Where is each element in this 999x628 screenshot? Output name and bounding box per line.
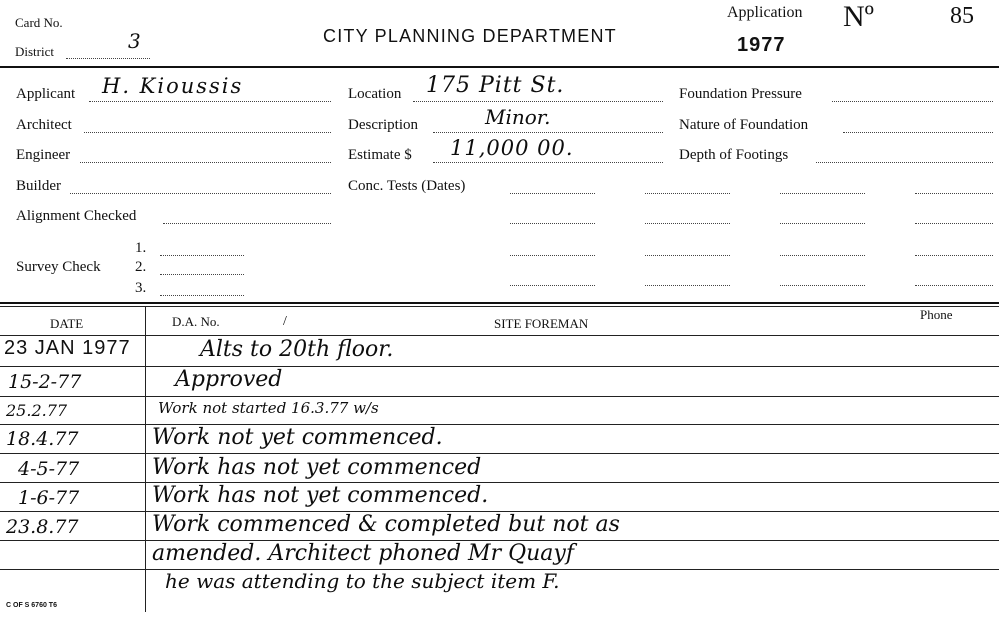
district-label: District <box>15 44 54 59</box>
log-top-rule <box>0 302 999 304</box>
log-header-rule <box>0 335 999 336</box>
builder-line <box>70 193 331 194</box>
depth-of-footings-label: Depth of Footings <box>679 147 789 163</box>
conc-test-line <box>780 223 865 224</box>
conc-test-line <box>645 193 730 194</box>
survey-item-2: 2. <box>135 259 147 275</box>
header-rule <box>0 66 999 68</box>
log-entry-text: he was attending to the subject item F. <box>165 569 560 593</box>
location-label: Location <box>348 86 402 102</box>
estimate-line <box>433 162 663 163</box>
log-row-rule <box>0 424 999 425</box>
builder-label: Builder <box>16 178 61 194</box>
foundation-pressure-line <box>832 101 993 102</box>
log-entry-date: 4-5-77 <box>18 458 80 480</box>
survey-check-label: Survey Check <box>16 259 101 275</box>
estimate-label: Estimate $ <box>348 147 412 163</box>
architect-line <box>84 132 331 133</box>
engineer-label: Engineer <box>16 147 71 163</box>
alignment-line <box>163 223 331 224</box>
conc-test-line <box>645 223 730 224</box>
conc-test-line <box>915 223 993 224</box>
da-slash: / <box>283 314 287 329</box>
log-entry-date: 23.8.77 <box>6 516 79 538</box>
applicant-value: H. Kioussis <box>102 74 244 98</box>
application-year: 1977 <box>737 34 786 56</box>
log-entry-text: Work commenced & completed but not as <box>152 512 620 537</box>
nature-of-foundation-line <box>843 132 993 133</box>
log-entry-date: 18.4.77 <box>6 428 79 450</box>
conc-test-line <box>645 255 730 256</box>
engineer-line <box>80 162 331 163</box>
depth-of-footings-line <box>816 162 993 163</box>
log-entry-text: Approved <box>175 367 283 392</box>
log-entry-date: 1-6-77 <box>18 487 80 509</box>
location-line <box>413 101 663 102</box>
log-entry-text: Alts to 20th floor. <box>200 337 394 362</box>
card-no-label: Card No. <box>15 15 63 30</box>
number-sign: Nº <box>843 0 874 33</box>
conc-test-line <box>780 285 865 286</box>
log-row-rule <box>0 366 999 367</box>
survey-item-3: 3. <box>135 280 147 296</box>
survey-line-2 <box>160 274 244 275</box>
description-label: Description <box>348 117 418 133</box>
application-label: Application <box>727 4 803 21</box>
description-line <box>433 132 663 133</box>
alignment-checked-label: Alignment Checked <box>16 208 137 224</box>
conc-test-line <box>915 193 993 194</box>
foundation-pressure-label: Foundation Pressure <box>679 86 802 102</box>
conc-test-line <box>915 255 993 256</box>
description-value: Minor. <box>485 105 551 129</box>
log-row-rule <box>0 453 999 454</box>
log-entry-date: 25.2.77 <box>6 401 68 420</box>
log-entry-text: Work not started 16.3.77 w/s <box>158 399 379 417</box>
site-foreman-column-header: SITE FOREMAN <box>494 316 589 331</box>
log-entry-text: amended. Architect phoned Mr Quayf <box>152 541 574 566</box>
location-value: 175 Pitt St. <box>426 73 565 98</box>
form-code: C OF S 6760 T6 <box>6 602 57 609</box>
conc-test-line <box>915 285 993 286</box>
date-column-divider <box>145 306 146 612</box>
log-entry-date: 15-2-77 <box>8 371 82 393</box>
log-entry-text: Work has not yet commenced. <box>152 483 489 508</box>
conc-tests-label: Conc. Tests (Dates) <box>348 178 466 194</box>
department-title: CITY PLANNING DEPARTMENT <box>323 26 617 46</box>
conc-test-line <box>780 255 865 256</box>
application-number: 85 <box>950 3 974 29</box>
conc-test-line <box>780 193 865 194</box>
log-row-rule <box>0 482 999 483</box>
da-no-column-header: D.A. No. <box>172 314 220 329</box>
conc-test-line <box>510 255 595 256</box>
conc-test-line <box>510 193 595 194</box>
district-value: 3 <box>128 29 141 53</box>
architect-label: Architect <box>16 117 72 133</box>
log-row-rule <box>0 396 999 397</box>
log-entry-date: 23 JAN 1977 <box>4 337 131 359</box>
applicant-line <box>89 101 331 102</box>
date-column-header: DATE <box>50 316 84 331</box>
survey-line-3 <box>160 295 244 296</box>
log-entry-text: Work has not yet commenced <box>152 455 482 480</box>
survey-line-1 <box>160 255 244 256</box>
conc-test-line <box>510 285 595 286</box>
conc-test-line <box>510 223 595 224</box>
log-entry-text: Work not yet commenced. <box>152 425 443 450</box>
estimate-value: 11,000 00. <box>450 136 574 160</box>
log-top-rule-inner <box>0 306 999 307</box>
phone-column-header: Phone <box>920 307 953 322</box>
nature-of-foundation-label: Nature of Foundation <box>679 117 809 133</box>
district-dotted-line <box>66 58 150 59</box>
applicant-label: Applicant <box>16 86 76 102</box>
conc-test-line <box>645 285 730 286</box>
survey-item-1: 1. <box>135 240 147 256</box>
